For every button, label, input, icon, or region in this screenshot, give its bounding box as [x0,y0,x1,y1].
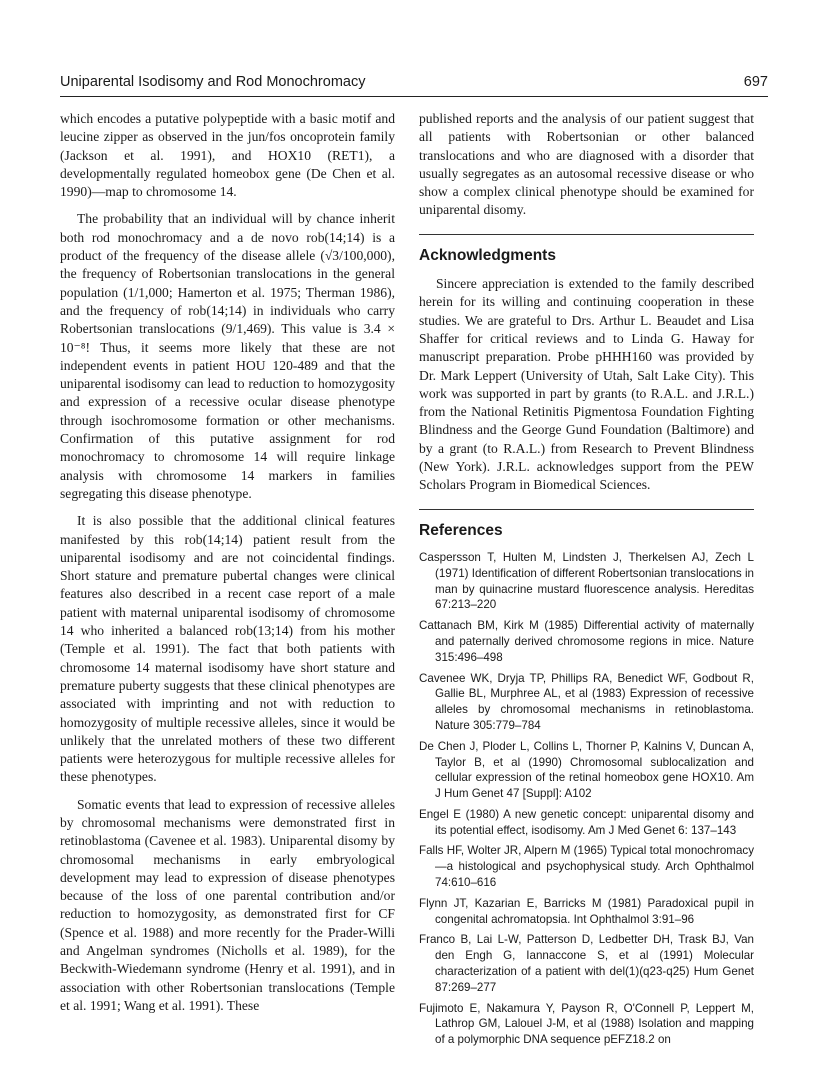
body-paragraph-continuation: published reports and the analysis of our patient suggest that all patients with Robertsonian or other balanced translocations and who are diagnosed with a disorder that usually segregates as an autosomal recessive disease or who show a complex clinical phenotype should be examined for uniparental disomy. [419,111,754,218]
body-paragraph: It is also possible that the additional clinical features manifested by this rob(14;14) patient result from the uniparental isodisomy and are not coincidental findings. Short stature and premature pubertal changes were clinical features also described in a recent case report of a male patient with maternal uniparental isodisomy of chromosome 14 who inherited a balanced rob(13;14) from his mother (Temple et al. 1991). The fact that both patients with chromosome 14 maternal isodisomy have short stature and premature puberty suggests that these clinical phenotypes are associated with imprinting and not with reduction to homozygosity of multiple recessive alleles, since it would be unlikely that the unrelated mothers of these two different patients were heterozygous for multiple recessive alleles for these phenotypes. [60,513,395,785]
body-paragraph: which encodes a putative polypeptide with a basic motif and leucine zipper as observed in the jun/fos oncoprotein family (Jackson et al. 1991), and HOX10 (RET1), a developmentally regulated homeobox gene (De Chen et al. 1990)—map to chromosome 14. [60,111,395,200]
header-rule [60,96,768,97]
reference-item: Flynn JT, Kazarian E, Barricks M (1981) Paradoxical pupil in congenital achromatopsia. Int Ophthalmol 3:91–96 [419,896,754,926]
acknowledgments-text: Sincere appreciation is extended to the family described herein for its willing and continuing cooperation in these studies. We are grateful to Drs. Arthur L. Beaudet and Lisa Shaffer for critical reviews and to Linda G. Haway for manuscript preparation. Probe pHHH160 was provided by Dr. Mark Leppert (University of Utah, Salt Lake City). This work was supported in part by grants (to R.A.L. and J.R.L.) from the National Retinitis Pigmentosa Foundation Fighting Blindness and the George Gund Foundation (Baltimore) and by a grant (to R.A.L.) from Research to Prevent Blindness (New York). J.R.L. acknowledges support from the PEW Scholars Program in Biomedical Sciences. [419,276,754,493]
acknowledgments-heading: Acknowledgments [419,234,754,265]
reference-item: De Chen J, Ploder L, Collins L, Thorner P, Kalnins V, Duncan A, Taylor B, et al (1990) Chromosomal sublocalization and cellular expression of the retinal homeobox gene HOX10. Am J Hum Genet 47 [Suppl]: A102 [419,739,754,801]
body-paragraph: The probability that an individual will by chance inherit both rod monochromacy and a de novo rob(14;14) is a product of the frequency of the disease allele (√3/100,000), the frequency of Robertsonian translocations in the general population (1/1,000; Hamerton et al. 1975; Therman 1986), and the frequency of rob(14;14) in individuals who carry Robertsonian translocations (9/1,469). This value is 3.4 × 10⁻⁸! Thus, it seems more likely that these are not independent events in patient HOU 120-489 and that the uniparental isodisomy can lead to reduction to homozygosity and expression of a recessive ocular disease phenotype through isochromosome formation or other mechanisms. Confirmation of this putative assignment for rod monochromacy to chromosome 14 will require linkage analysis with chromosome 14 markers in families segregating this disease phenotype. [60,211,395,501]
body-paragraph: Somatic events that lead to expression of recessive alleles by chromosomal mechanisms were demonstrated first in retinoblastoma (Cavenee et al. 1983). Uniparental disomy by chromosomal mechanisms in early embryological development may lead to expression of disease phenotypes because of the loss of one parental contribution and/or reduction to homozygosity, as demonstrated first for CF (Spence et al. 1988) and more recently for the Prader-Willi and Angelman syndromes (Nicholls et al. 1989), for the Beckwith-Wiedemann syndrome (Henry et al. 1991), and in association with other Robertsonian translocations (Temple et al. 1991; Wang et al. 1991). These [60,796,395,1013]
running-head [60,74,768,94]
reference-item: Falls HF, Wolter JR, Alpern M (1965) Typical total monochromacy—a histological and psychophysical study. Arch Ophthalmol 74:610–616 [419,844,754,890]
references-heading: References [419,509,754,540]
reference-item: Cattanach BM, Kirk M (1985) Differential activity of maternally and paternally derived chromosome regions in mice. Nature 315:496–498 [419,619,754,664]
right-column [419,110,754,1053]
page-number: 697 [743,74,768,90]
reference-item: Cavenee WK, Dryja TP, Phillips RA, Benedict WF, Godbout R, Gallie BL, Murphree AL, et al (1983) Expression of recessive alleles by chromosomal mechanisms in retinoblastoma. Nature 305:779–784 [419,671,754,732]
reference-list [419,550,754,1048]
reference-item: Fujimoto E, Nakamura Y, Payson R, O'Connell P, Leppert M, Lathrop GM, Lalouel J-M, et al (1988) Isolation and mapping of a polymorphic DNA sequence pEFZ18.2 on [419,1001,754,1047]
reference-item: Franco B, Lai L-W, Patterson D, Ledbetter DH, Trask BJ, Van den Engh G, Iannaccone S, et al (1991) Molecular characterization of a patient with del(1)(q23-q25) Hum Genet 87:269–277 [419,933,754,994]
left-column [60,110,395,1015]
running-title: Uniparental Isodisomy and Rod Monochromacy [60,74,366,90]
reference-item: Engel E (1980) A new genetic concept: uniparental disomy and its potential effect, isodisomy. Am J Med Genet 6: 137–143 [419,807,754,837]
reference-item: Caspersson T, Hulten M, Lindsten J, Therkelsen AJ, Zech L (1971) Identification of different Robertsonian translocations in man by quinacrine mustard fluorescence analysis. Hereditas 67:213–220 [419,550,754,612]
